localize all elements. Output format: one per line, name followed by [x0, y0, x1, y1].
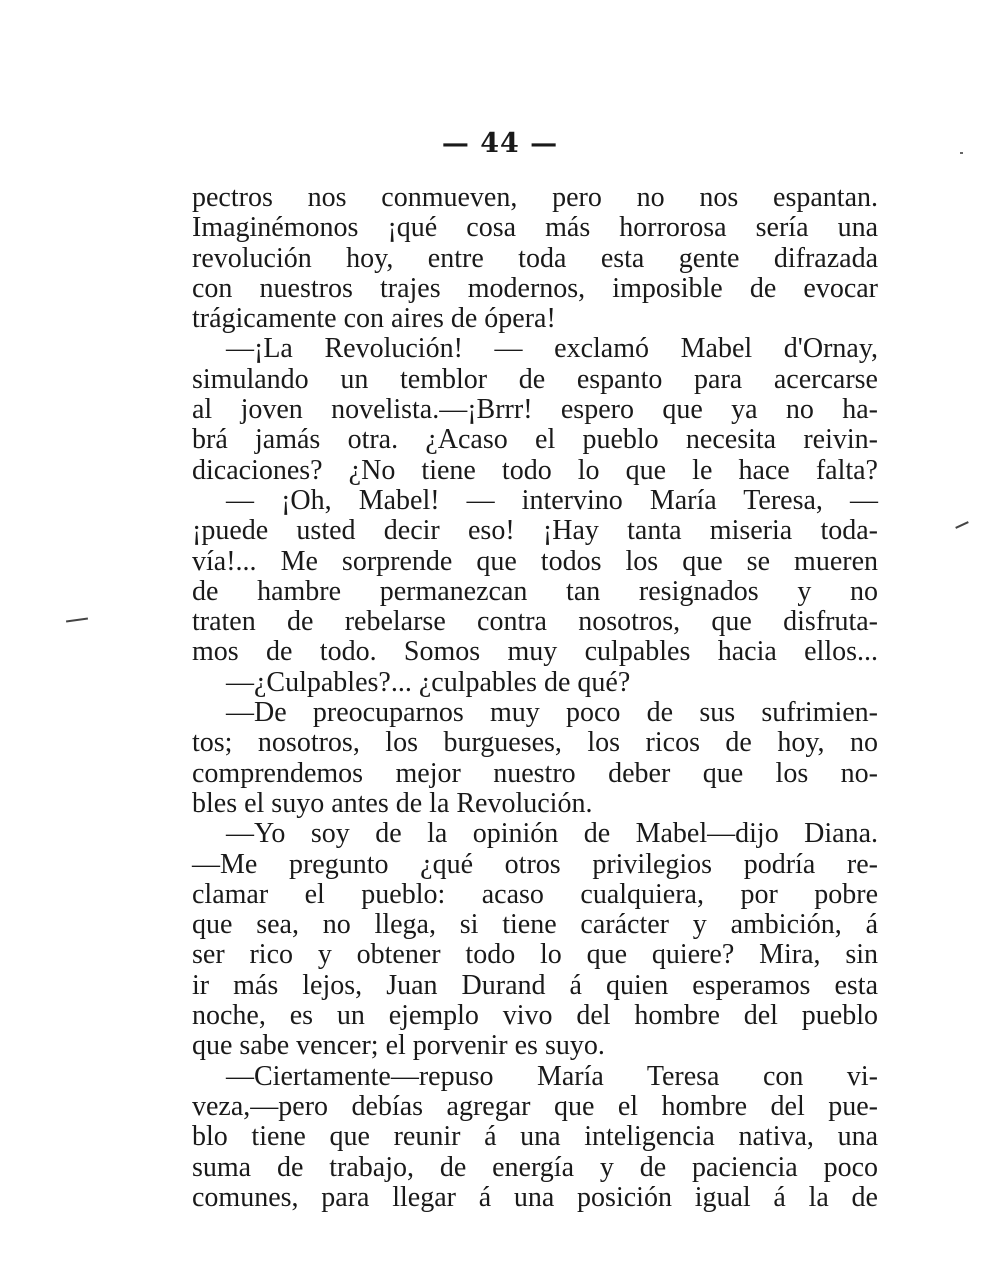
text-line: dicaciones? ¿No tiene todo lo que le hace falta? [192, 454, 878, 486]
text-line: suma de trabajo, de energía y de paciencia poco [192, 1151, 878, 1183]
text-line: —Ciertamente—repuso María Teresa con vi- [226, 1060, 878, 1092]
body-text [192, 183, 878, 1213]
text-line: que sabe vencer; el porvenir es suyo. [192, 1030, 605, 1062]
text-line: con nuestros trajes modernos, imposible de evocar [192, 272, 878, 304]
text-line: revolución hoy, entre toda esta gente difrazada [192, 242, 878, 274]
text-line: blo tiene que reunir á una inteligencia nativa, una [192, 1121, 878, 1153]
text-line: Imaginémonos ¡qué cosa más horrorosa sería una [192, 212, 878, 244]
text-line: noche, es un ejemplo vivo del hombre del pueblo [192, 1000, 878, 1032]
text-line: —Me pregunto ¿qué otros privilegios podría re- [192, 848, 878, 880]
page-number: — 44 — [441, 128, 559, 159]
text-line: de hambre permanezcan tan resignados y no [192, 575, 878, 607]
text-line: bles el suyo antes de la Revolución. [192, 787, 593, 819]
text-line: —¡La Revolución! — exclamó Mabel d'Ornay, [226, 333, 878, 365]
text-line: comprendemos mejor nuestro deber que los no- [192, 757, 878, 789]
text-line: mos de todo. Somos muy culpables hacia ellos... [192, 636, 878, 668]
margin-dot [960, 152, 963, 154]
text-line: comunes, para llegar á una posición igual á la de [192, 1181, 878, 1213]
text-line: traten de rebelarse contra nosotros, que disfruta- [192, 606, 878, 638]
margin-mark [66, 617, 88, 622]
text-line: —¿Culpables?... ¿culpables de qué? [226, 666, 631, 698]
text-line: brá jamás otra. ¿Acaso el pueblo necesita reivin- [192, 424, 878, 456]
text-line: vía!... Me sorprende que todos los que se mueren [192, 545, 878, 577]
text-line: — ¡Oh, Mabel! — intervino María Teresa, — [226, 484, 878, 516]
text-line: que sea, no llega, si tiene carácter y ambición, á [192, 909, 878, 941]
text-line: tos; nosotros, los burgueses, los ricos de hoy, no [192, 727, 878, 759]
text-line: —Yo soy de la opinión de Mabel—dijo Diana. [226, 818, 878, 850]
text-line: simulando un temblor de espanto para acercarse [192, 363, 878, 395]
text-line: pectros nos conmueven, pero no nos espantan. [192, 182, 878, 213]
text-line: —De preocuparnos muy poco de sus sufrimien- [226, 697, 878, 729]
text-line: ¡puede usted decir eso! ¡Hay tanta miseria toda- [192, 515, 878, 547]
text-line: clamar el pueblo: acaso cualquiera, por pobre [192, 878, 878, 910]
text-line: ser rico y obtener todo lo que quiere? Mira, sin [192, 939, 878, 971]
text-line: al joven novelista.—¡Brrr! espero que ya no ha- [192, 394, 878, 426]
text-line: trágicamente con aires de ópera! [192, 303, 556, 335]
text-line: ir más lejos, Juan Durand á quien esperamos esta [192, 969, 878, 1001]
margin-mark [955, 521, 969, 529]
text-line: veza,—pero debías agregar que el hombre del pue- [192, 1090, 878, 1122]
